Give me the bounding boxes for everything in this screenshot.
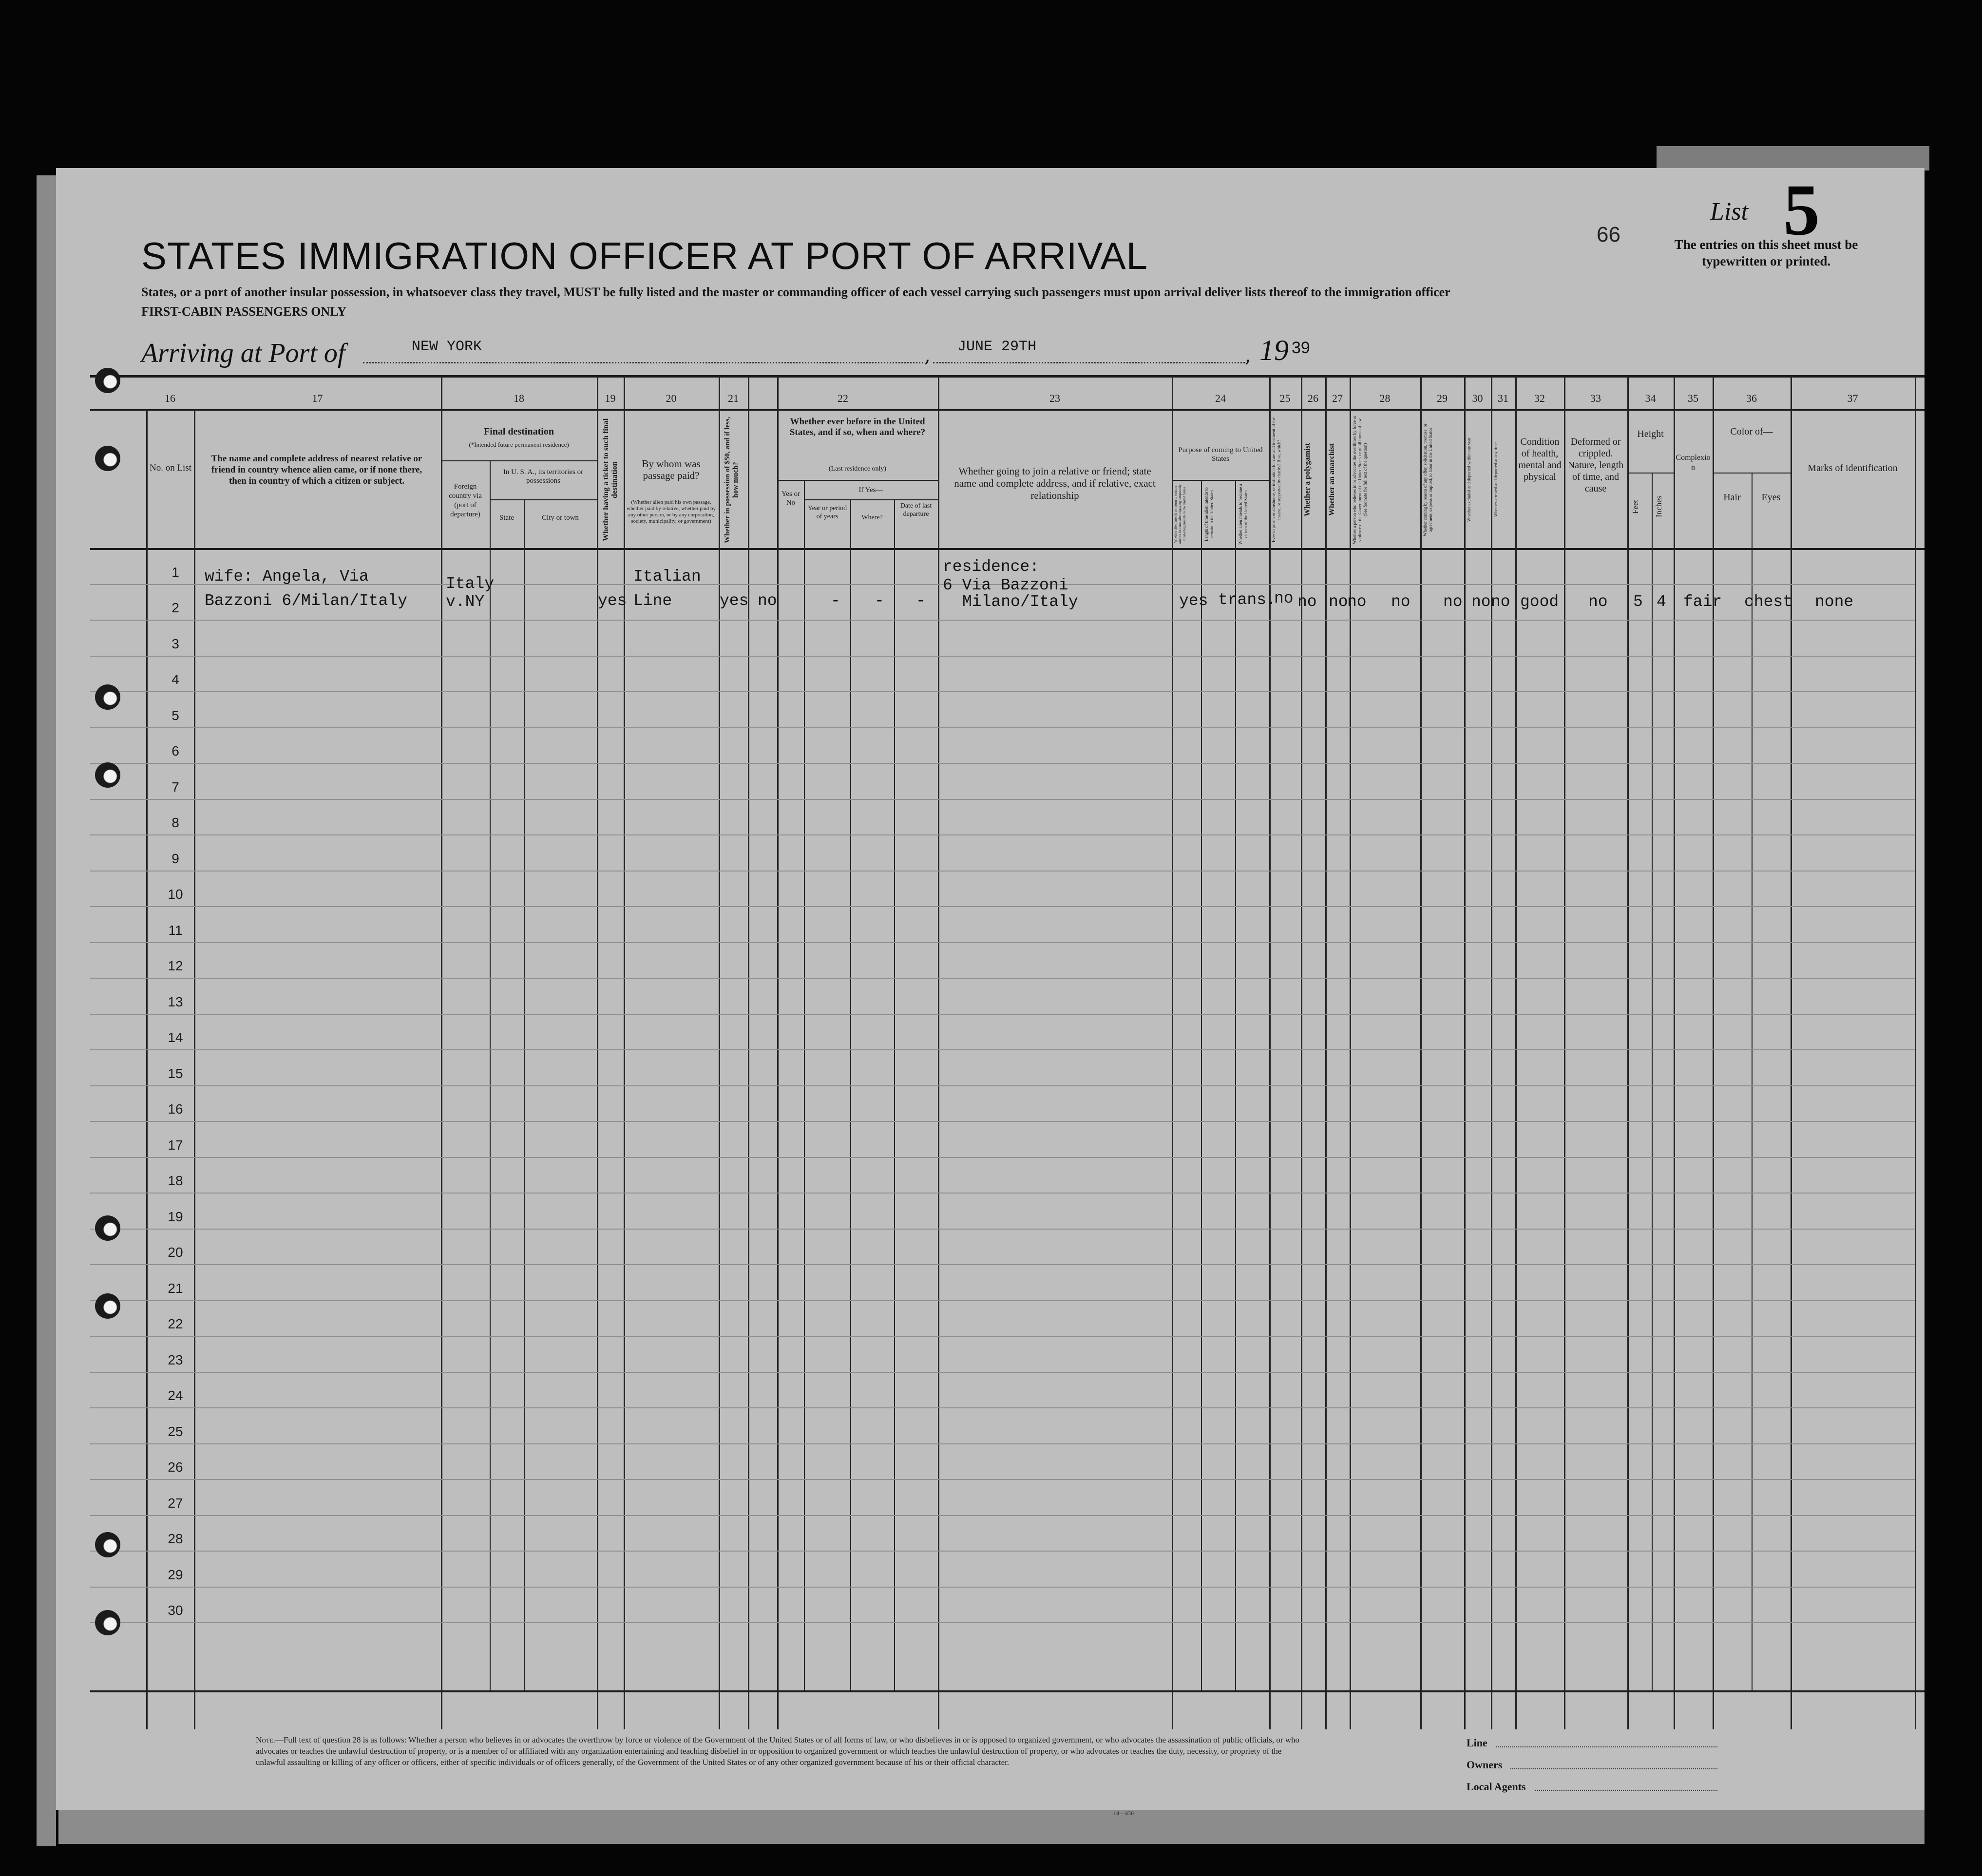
colnum-17: 17: [312, 392, 323, 404]
entry-relative-line2: Bazzoni 6/Milan/Italy: [205, 592, 407, 610]
row-number: 10: [168, 887, 183, 902]
col35-header: Complexion: [1676, 454, 1711, 472]
row-rule: [90, 1515, 1915, 1516]
entry-last-departure: -: [916, 592, 926, 610]
manifest-sheet: [56, 168, 1925, 1817]
col24-sub-b: Length of time alien intends to remain in the United States: [1204, 487, 1214, 541]
row-number: 1: [172, 564, 179, 580]
row-number: 25: [168, 1423, 183, 1439]
list-label: List: [1710, 198, 1749, 226]
c34-sub-rule: [1627, 473, 1674, 474]
col27-header: Whether an anarchist: [1328, 443, 1336, 516]
col22-header: Whether ever before in the United States, and if so, when and where?: [789, 417, 926, 437]
row-rule: [90, 1014, 1915, 1015]
col24-sub-c: Whether alien intends to become a citizen of the United States: [1238, 484, 1248, 545]
form-number: 14—430: [1113, 1810, 1134, 1817]
binder-hole: [95, 446, 120, 471]
year-suffix: 39: [1292, 339, 1310, 357]
row-number: 15: [168, 1065, 183, 1081]
entry-foreign-line1: Italy: [446, 575, 495, 593]
entry-foreign-line2: v.NY: [446, 593, 485, 611]
col23-header: Whether going to join a relative or friend; state name and complete address, and if relative, exact relationship: [954, 465, 1156, 501]
footer-owners-label: Owners: [1467, 1759, 1503, 1771]
row-rule: [90, 691, 1915, 692]
row-number: 13: [168, 994, 183, 1009]
colnum-31: 31: [1498, 392, 1508, 404]
row-number: 30: [168, 1603, 183, 1618]
row-number: 9: [172, 851, 179, 866]
port-value: NEW YORK: [412, 339, 482, 355]
entry-join-line2: 6 Via Bazzoni: [943, 576, 1068, 594]
binder-hole: [95, 762, 120, 788]
row-number: 7: [172, 779, 179, 795]
footer-owners-rule: [1510, 1768, 1717, 1769]
col26-header: Whether a polygamist: [1303, 443, 1312, 517]
col22-where: Where?: [861, 514, 883, 521]
header-top-rule: [90, 375, 1925, 378]
row-rule: [90, 871, 1915, 872]
col18-header: Final destination: [484, 426, 554, 437]
col22-ifyes: If Yes—: [858, 486, 883, 494]
col34-inches: Inches: [1654, 495, 1663, 518]
col17-header: The name and complete address of nearest relative or friend in country whence alien came, or if none there, then in country of which a citizen or subject.: [211, 454, 422, 486]
footer-line-rule: [1496, 1746, 1717, 1747]
col22-year: Year or period of years: [807, 505, 847, 520]
row-rule: [90, 978, 1915, 979]
col32-header: Condition of health, mental and physical: [1518, 436, 1562, 482]
col24-header: Purpose of coming to United States: [1178, 446, 1263, 463]
footnote: [256, 1734, 1303, 1768]
colnum-26: 26: [1308, 392, 1318, 404]
page-edge-top: [1657, 146, 1929, 171]
c22-sub-rule: [777, 480, 938, 481]
entry-paid-line2: Line: [633, 592, 672, 610]
entry-health: good: [1520, 593, 1559, 611]
row-number: 24: [168, 1388, 183, 1403]
date-value: JUNE 29TH: [957, 339, 1037, 355]
row-rule: [90, 727, 1915, 728]
row-rule: [90, 1300, 1915, 1301]
binder-hole: [95, 1610, 120, 1635]
col34-header: Height: [1637, 429, 1664, 439]
entry-offer: no: [1443, 593, 1463, 611]
port-underline: [363, 362, 923, 363]
c18-us-rule: [490, 499, 597, 500]
cabin-class: FIRST-CABIN PASSENGERS ONLY: [141, 304, 346, 319]
entry-overthrow: no: [1391, 593, 1410, 611]
row-number: 16: [168, 1101, 183, 1117]
row-rule: [90, 1229, 1915, 1230]
col30-header: Whether excluded and deported within one year: [1467, 437, 1471, 522]
row-rule: [90, 799, 1915, 800]
col29-header: Whether coming by reason of any offer, solicitation, promise, or agreement, express or implied, to labor in the United States: [1423, 423, 1433, 536]
row-number: 6: [172, 743, 179, 758]
colnum-25: 25: [1279, 392, 1291, 404]
row-number: 22: [168, 1316, 183, 1331]
binder-hole: [95, 1215, 120, 1241]
col31-header: Whether arrested and deported at any time: [1493, 442, 1498, 517]
row-number: 17: [168, 1137, 183, 1153]
c24-sub-rule: [1172, 480, 1269, 481]
entry-where: -: [875, 592, 884, 610]
instruction-text: States, or a port of another insular possession, in whatsoever class they travel, MUST be fully listed and the master or commanding officer of each vessel carrying such passengers must upon arrival deliver lists thereof to the immigration officer: [141, 285, 1450, 299]
entry-year: -: [831, 592, 840, 610]
row-rule: [90, 1121, 1915, 1122]
col36-hair: Hair: [1723, 492, 1741, 503]
list-number: 5: [1783, 170, 1820, 250]
entry-length-stay: trans.: [1218, 591, 1276, 609]
row-rule: [90, 1479, 1915, 1480]
col18-note: (*Intended future permanent residence): [469, 441, 569, 448]
col20-header: By whom was passage paid?: [642, 458, 701, 481]
entry-eyes: chest: [1744, 593, 1793, 611]
row-number: 14: [168, 1030, 183, 1045]
col21-header: Whether in possession of $50, and if less, how much?: [724, 417, 740, 543]
row-rule: [90, 834, 1915, 835]
row-number: 11: [168, 922, 183, 938]
col28-header: Whether a person who believes in or advocates the overthrow by force or violence of the Government of the United States or of all forms of law (See footnote for full text of the question): [1352, 416, 1368, 544]
entry-arrested: no: [1491, 593, 1510, 611]
row-number: 19: [168, 1209, 183, 1224]
row-rule: [90, 906, 1915, 907]
footnote-text: —Full text of question 28 is as follows: Whether a person who believes in or advocates the overthrow by force or violence of the Government of the United States or of all forms of law, or who disbelieves in or is opposed to organized government, or who advocates the assassination of public officials, or who advocates or teaches the unlawful destruction of property, or is a member of or affiliated with any organization entertaining and teaching disbelief in or opposition to organized government or which teaches the unlawful destruction of property, or who advocates or teaches the duty, necessity, or propriety of the unlawful assaulting or killing of any officer or officers, either of specific individuals or of officers generally, of the Government of the United States or of any other organized government because of his or their official character.: [256, 1735, 1300, 1767]
colnum-30: 30: [1472, 392, 1483, 404]
col24-sub-a: Whether alien intends to return to country whence he came after engaging temporarily in laboring pursuits in the United States: [1174, 484, 1186, 544]
col34-feet: Feet: [1631, 499, 1640, 514]
col22-note: (Last residence only): [828, 465, 887, 473]
entry-join-line1: residence:: [943, 558, 1040, 576]
colnum-19: 19: [605, 392, 616, 404]
col20-note: (Whether alien paid his own passage, whether paid by relative, whether paid by any other person, or by any corporation, society, municipality, or government): [627, 499, 716, 524]
row-rule: [90, 620, 1915, 621]
row-number: 18: [168, 1173, 183, 1188]
col18-city: City or town: [542, 514, 579, 522]
date-underline: [933, 362, 1245, 363]
entry-return-intent: yes: [1179, 592, 1208, 610]
entry-citizen: no: [1274, 589, 1294, 607]
colnum-27: 27: [1332, 392, 1343, 404]
row-number: 21: [168, 1280, 183, 1296]
col37-header: Marks of identification: [1808, 463, 1898, 474]
footnote-label: Note.: [256, 1735, 275, 1744]
colnum-24: 24: [1215, 392, 1226, 404]
col18-us: In U. S. A., its territories or possessions: [503, 468, 584, 485]
row-number: 2: [172, 600, 179, 615]
page-edge-bottom: [58, 1810, 1925, 1844]
row-rule: [90, 1193, 1915, 1194]
c18-sub-rule: [441, 460, 597, 461]
colnum-21: 21: [728, 392, 739, 404]
page-edge-left: [37, 175, 56, 1846]
col18-foreign: Foreign country via (port of departure): [449, 483, 482, 518]
col36-header: Color of—: [1730, 426, 1773, 437]
row-rule: [90, 942, 1915, 943]
colnum-34: 34: [1645, 392, 1656, 404]
colnum-23: 23: [1049, 392, 1060, 404]
col16-header: No. on List: [149, 463, 192, 473]
entry-anarchist: no: [1347, 593, 1367, 611]
row-number: 27: [168, 1495, 183, 1511]
row-rule: [90, 1336, 1915, 1337]
binder-hole: [95, 1293, 120, 1319]
row-number: 4: [172, 672, 179, 687]
colnum-33: 33: [1590, 392, 1601, 404]
footer-agents-rule: [1535, 1790, 1717, 1791]
entry-marks: none: [1815, 593, 1854, 611]
table-bottom-rule: [90, 1690, 1925, 1692]
col36-eyes: Eyes: [1761, 492, 1781, 503]
row-number: 23: [168, 1352, 183, 1367]
row-rule: [90, 763, 1915, 764]
entry-complexion: fair: [1683, 593, 1722, 611]
binder-hole: [95, 368, 120, 393]
row-rule: [90, 1157, 1915, 1158]
entry-excluded: no: [1471, 593, 1491, 611]
row-rule: [90, 1264, 1915, 1265]
row-number: 26: [168, 1459, 183, 1475]
entry-prison: no: [1297, 593, 1317, 611]
col25-header: Ever in prison or almshouse, or institution for care and treatment of the insane, or supported by charity? If so, which?: [1271, 417, 1281, 543]
col18-state: State: [499, 514, 514, 522]
row-number: 28: [168, 1531, 183, 1546]
page-mark: 66: [1597, 223, 1620, 246]
row-number: 20: [168, 1245, 183, 1260]
entry-polygamist: no: [1329, 593, 1348, 611]
row-number: 5: [172, 707, 179, 723]
arriving-label: Arriving at Port of: [141, 338, 345, 368]
colnum-16: 16: [165, 392, 175, 404]
col19-header: Whether having a ticket to such final destination: [602, 418, 619, 542]
c22-ifyes-rule: [804, 499, 938, 500]
colnum-36: 36: [1746, 392, 1757, 404]
binder-hole: [95, 684, 120, 710]
col22-date: Date of last departure: [900, 502, 932, 518]
colnum-37: 37: [1847, 392, 1858, 404]
col33-header: Deformed or crippled. Nature, length of time, and cause: [1567, 436, 1624, 494]
footer-line-label: Line: [1467, 1737, 1487, 1749]
colnum-18: 18: [514, 392, 524, 404]
colnum-rule: [90, 409, 1925, 411]
row-number: 3: [172, 636, 179, 651]
header-bottom-rule: [90, 548, 1925, 550]
colnum-28: 28: [1379, 392, 1391, 404]
binder-hole: [95, 1532, 120, 1557]
entry-relative-line1: wife: Angela, Via: [205, 568, 369, 586]
colnum-22: 22: [838, 392, 848, 404]
footer-agents-label: Local Agents: [1467, 1781, 1526, 1793]
entry-feet: 5: [1633, 593, 1643, 611]
entry-paid-line1: Italian: [633, 568, 701, 586]
row-rule: [90, 1622, 1915, 1623]
row-rule: [90, 1407, 1915, 1408]
entry-money: yes: [720, 592, 749, 610]
port-comma: ,: [924, 344, 931, 367]
row-number: 8: [172, 815, 179, 830]
entry-ticket: yes: [598, 592, 627, 610]
colnum-29: 29: [1437, 392, 1448, 404]
col22-yesno: Yes or No: [781, 490, 800, 507]
entry-inches: 4: [1657, 593, 1666, 611]
entry-deformed: no: [1588, 593, 1608, 611]
row-rule: [90, 1551, 1915, 1552]
colnum-20: 20: [666, 392, 677, 404]
row-rule: [90, 1443, 1915, 1444]
colnum-32: 32: [1534, 392, 1545, 404]
row-rule: [90, 1085, 1915, 1086]
page-title: STATES IMMIGRATION OFFICER AT PORT OF ARRIVAL: [141, 234, 1148, 277]
row-number: 12: [168, 958, 183, 973]
entry-join-line3: Milano/Italy: [962, 593, 1078, 611]
row-rule: [90, 1587, 1915, 1588]
row-rule: [90, 656, 1915, 657]
colnum-35: 35: [1688, 392, 1698, 404]
typewritten-note: The entries on this sheet must be typewritten or printed.: [1674, 237, 1858, 268]
entry-before-us: no: [758, 592, 777, 610]
row-rule: [90, 1372, 1915, 1373]
date-comma: ,: [1245, 344, 1251, 367]
year-prefix: 19: [1259, 334, 1289, 366]
row-number: 29: [168, 1567, 183, 1582]
row-rule: [90, 1049, 1915, 1050]
